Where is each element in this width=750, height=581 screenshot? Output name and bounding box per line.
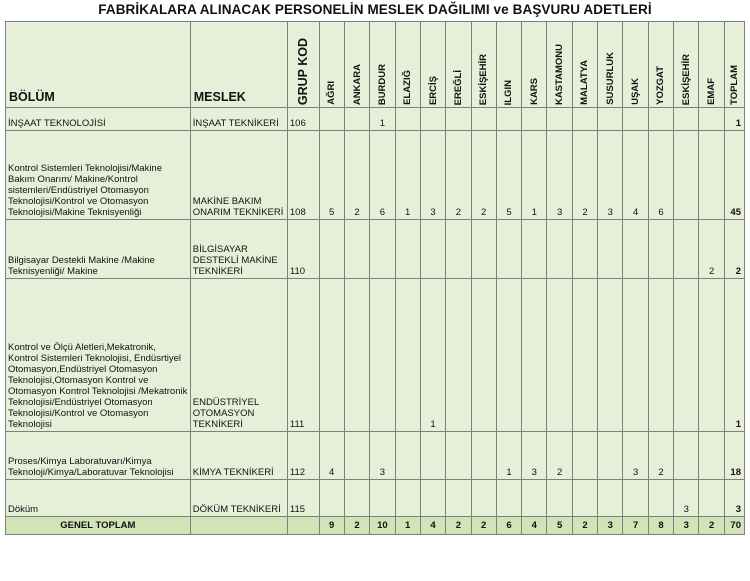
count-cell xyxy=(319,480,344,517)
header-row xyxy=(6,22,745,108)
table-row xyxy=(6,131,745,220)
footer-total: 2 xyxy=(446,517,471,535)
count-cell xyxy=(395,108,420,131)
header-city: ILGIN xyxy=(496,22,521,108)
count-cell xyxy=(395,432,420,480)
grup-kod-cell: 106 xyxy=(287,108,319,131)
header-city: ANKARA xyxy=(344,22,369,108)
footer-grand-total: 70 xyxy=(724,517,744,535)
footer-empty xyxy=(190,517,287,535)
count-cell: 1 xyxy=(395,131,420,220)
header-city: MALATYA xyxy=(572,22,597,108)
footer-total: 3 xyxy=(598,517,623,535)
bolum-cell: İNŞAAT TEKNOLOJİSİ xyxy=(6,108,191,131)
count-cell xyxy=(344,220,369,279)
footer-total: 7 xyxy=(623,517,648,535)
count-cell xyxy=(420,108,445,131)
footer-total: 3 xyxy=(674,517,699,535)
count-cell xyxy=(471,279,496,432)
count-cell: 4 xyxy=(319,432,344,480)
count-cell xyxy=(598,220,623,279)
count-cell: 3 xyxy=(598,131,623,220)
count-cell xyxy=(395,279,420,432)
row-total-cell: 18 xyxy=(724,432,744,480)
personnel-distribution-table xyxy=(5,21,745,535)
meslek-cell: İNŞAAT TEKNİKERİ xyxy=(190,108,287,131)
count-cell xyxy=(319,108,344,131)
page-title: FABRİKALARA ALINACAK PERSONELİN MESLEK DAĞILIMI ve BAŞVURU ADETLERİ xyxy=(98,2,652,17)
meslek-cell: KİMYA TEKNİKERİ xyxy=(190,432,287,480)
row-total-cell: 45 xyxy=(724,131,744,220)
count-cell xyxy=(496,220,521,279)
count-cell: 2 xyxy=(547,432,572,480)
count-cell xyxy=(471,432,496,480)
table-row xyxy=(6,480,745,517)
count-cell xyxy=(344,108,369,131)
header-city: SUSURLUK xyxy=(598,22,623,108)
count-cell xyxy=(572,220,597,279)
count-cell xyxy=(344,279,369,432)
count-cell: 3 xyxy=(420,131,445,220)
footer-total: 4 xyxy=(522,517,547,535)
footer-total: 6 xyxy=(496,517,521,535)
count-cell xyxy=(344,480,369,517)
count-cell xyxy=(496,279,521,432)
count-cell xyxy=(370,480,395,517)
count-cell xyxy=(522,220,547,279)
count-cell xyxy=(496,480,521,517)
row-total-cell: 2 xyxy=(724,220,744,279)
footer-row xyxy=(6,517,745,535)
footer-empty xyxy=(287,517,319,535)
count-cell: 2 xyxy=(572,131,597,220)
count-cell xyxy=(319,220,344,279)
count-cell xyxy=(648,220,673,279)
footer-total: 1 xyxy=(395,517,420,535)
grup-kod-cell: 110 xyxy=(287,220,319,279)
header-city: AĞRI xyxy=(319,22,344,108)
count-cell: 3 xyxy=(522,432,547,480)
count-cell: 3 xyxy=(370,432,395,480)
count-cell xyxy=(446,480,471,517)
footer-total: 10 xyxy=(370,517,395,535)
count-cell xyxy=(420,220,445,279)
count-cell: 1 xyxy=(370,108,395,131)
count-cell xyxy=(623,108,648,131)
header-city: UŞAK xyxy=(623,22,648,108)
count-cell: 1 xyxy=(522,131,547,220)
count-cell xyxy=(395,220,420,279)
count-cell xyxy=(699,279,724,432)
footer-total: 2 xyxy=(344,517,369,535)
header-city: ESKİŞEHİR xyxy=(471,22,496,108)
count-cell xyxy=(446,432,471,480)
meslek-cell: ENDÜSTRİYEL OTOMASYON TEKNİKERİ xyxy=(190,279,287,432)
footer-label: GENEL TOPLAM xyxy=(6,517,191,535)
count-cell xyxy=(598,108,623,131)
count-cell: 3 xyxy=(674,480,699,517)
count-cell xyxy=(446,279,471,432)
count-cell xyxy=(623,279,648,432)
count-cell xyxy=(572,108,597,131)
grup-kod-cell: 108 xyxy=(287,131,319,220)
count-cell xyxy=(547,108,572,131)
bolum-cell: Kontrol ve Ölçü Aletleri,Mekatronik, Kontrol Sistemleri Teknolojisi, Endüsrtiyel Otomasyon,Endüstriyel Otomasyon Teknolojisi,Otomasyon Kontrol ve Otomasyon Kontrol Teknolojisi /Mekatronik Teknolojisi/Endüstriyel Otomasyon Teknolojisi/Kontrol ve Otomasyon Teknolojisi xyxy=(6,279,191,432)
grup-kod-cell: 115 xyxy=(287,480,319,517)
count-cell: 2 xyxy=(344,131,369,220)
count-cell: 5 xyxy=(496,131,521,220)
table-row xyxy=(6,432,745,480)
count-cell xyxy=(674,131,699,220)
count-cell xyxy=(522,108,547,131)
table-row xyxy=(6,279,745,432)
count-cell xyxy=(572,480,597,517)
count-cell: 6 xyxy=(370,131,395,220)
count-cell xyxy=(648,279,673,432)
count-cell xyxy=(522,279,547,432)
count-cell xyxy=(674,279,699,432)
meslek-cell: MAKİNE BAKIM ONARIM TEKNİKERİ xyxy=(190,131,287,220)
footer-total: 4 xyxy=(420,517,445,535)
row-total-cell: 1 xyxy=(724,108,744,131)
row-total-cell: 1 xyxy=(724,279,744,432)
count-cell: 1 xyxy=(420,279,445,432)
count-cell xyxy=(623,220,648,279)
count-cell xyxy=(699,432,724,480)
count-cell: 2 xyxy=(446,131,471,220)
table-row xyxy=(6,108,745,131)
count-cell xyxy=(699,131,724,220)
count-cell: 2 xyxy=(471,131,496,220)
header-grup-kod: GRUP KOD xyxy=(287,22,319,108)
count-cell xyxy=(319,279,344,432)
header-city: KASTAMONU xyxy=(547,22,572,108)
count-cell: 6 xyxy=(648,131,673,220)
count-cell xyxy=(623,480,648,517)
header-bolum: BÖLÜM xyxy=(6,22,191,108)
count-cell xyxy=(344,432,369,480)
count-cell xyxy=(420,432,445,480)
count-cell: 2 xyxy=(699,220,724,279)
header-city: ERCİŞ xyxy=(420,22,445,108)
count-cell xyxy=(598,480,623,517)
footer-total: 5 xyxy=(547,517,572,535)
header-city: ELAZIĞ xyxy=(395,22,420,108)
table-row xyxy=(6,220,745,279)
footer-total: 2 xyxy=(471,517,496,535)
header-city: YOZGAT xyxy=(648,22,673,108)
bolum-cell: Proses/Kimya Laboratuvarı/Kimya Teknoloji/Kimya/Laboratuvar Teknolojisi xyxy=(6,432,191,480)
count-cell: 1 xyxy=(496,432,521,480)
header-toplam: TOPLAM xyxy=(724,22,744,108)
count-cell xyxy=(446,220,471,279)
count-cell xyxy=(699,108,724,131)
count-cell xyxy=(648,480,673,517)
count-cell: 2 xyxy=(648,432,673,480)
header-city: ESKİŞEHİR xyxy=(674,22,699,108)
count-cell xyxy=(572,279,597,432)
count-cell xyxy=(648,108,673,131)
grup-kod-cell: 111 xyxy=(287,279,319,432)
count-cell xyxy=(496,108,521,131)
count-cell xyxy=(547,220,572,279)
footer-total: 9 xyxy=(319,517,344,535)
count-cell xyxy=(598,279,623,432)
bolum-cell: Kontrol Sistemleri Teknolojisi/Makine Bakım Onarım/ Makine/Kontrol sistemleri/Endüstriyel Otomasyon Teknolojisi/Kontrol ve Otomasyon Teknolojisi/Makine Teknisyenliği xyxy=(6,131,191,220)
count-cell: 3 xyxy=(623,432,648,480)
count-cell xyxy=(446,108,471,131)
header-meslek: MESLEK xyxy=(190,22,287,108)
count-cell xyxy=(471,480,496,517)
header-city: BURDUR xyxy=(370,22,395,108)
bolum-cell: Döküm xyxy=(6,480,191,517)
count-cell xyxy=(370,220,395,279)
header-city: EMAF xyxy=(699,22,724,108)
count-cell xyxy=(471,220,496,279)
bolum-cell: Bilgisayar Destekli Makine /Makine Teknisyenliği/ Makine xyxy=(6,220,191,279)
count-cell xyxy=(598,432,623,480)
count-cell xyxy=(547,480,572,517)
grup-kod-cell: 112 xyxy=(287,432,319,480)
count-cell xyxy=(699,480,724,517)
count-cell: 4 xyxy=(623,131,648,220)
count-cell: 5 xyxy=(319,131,344,220)
footer-total: 8 xyxy=(648,517,673,535)
count-cell xyxy=(420,480,445,517)
count-cell xyxy=(674,220,699,279)
row-total-cell: 3 xyxy=(724,480,744,517)
count-cell xyxy=(572,432,597,480)
count-cell xyxy=(471,108,496,131)
count-cell xyxy=(522,480,547,517)
count-cell xyxy=(370,279,395,432)
count-cell xyxy=(395,480,420,517)
footer-total: 2 xyxy=(572,517,597,535)
footer-total: 2 xyxy=(699,517,724,535)
header-city: KARS xyxy=(522,22,547,108)
count-cell xyxy=(674,108,699,131)
header-city: EREĞLİ xyxy=(446,22,471,108)
meslek-cell: BİLGİSAYAR DESTEKLİ MAKİNE TEKNİKERİ xyxy=(190,220,287,279)
count-cell xyxy=(547,279,572,432)
meslek-cell: DÖKÜM TEKNİKERİ xyxy=(190,480,287,517)
count-cell xyxy=(674,432,699,480)
count-cell: 3 xyxy=(547,131,572,220)
